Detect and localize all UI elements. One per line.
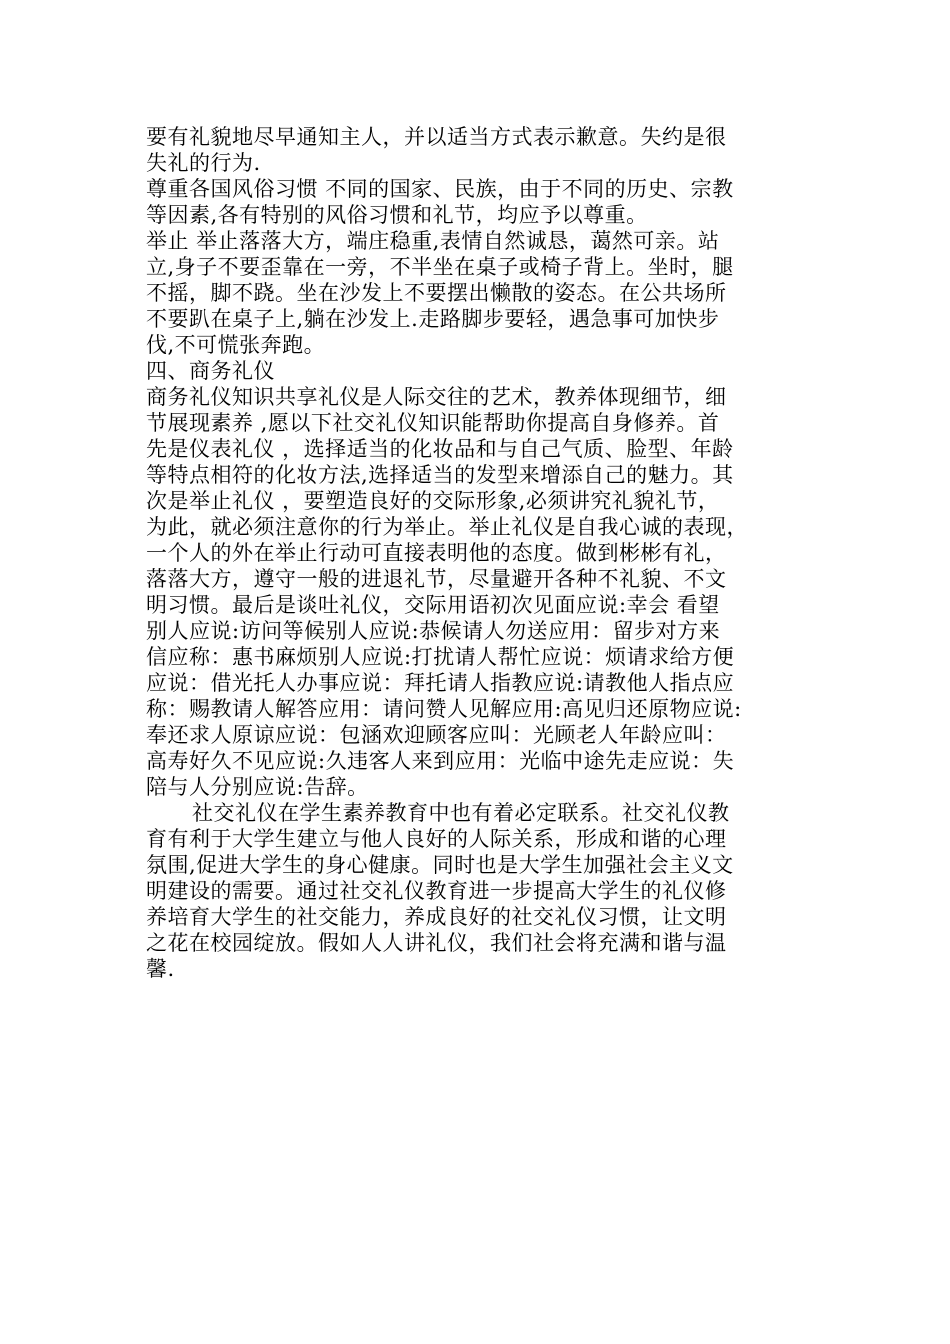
text-line: 信应称：惠书麻烦别人应说:打扰请人帮忙应说：烦请求给方便 (146, 645, 735, 669)
text-line: 陪与人分别应说:告辞。 (146, 775, 369, 799)
text-line: 明建设的需要。通过社交礼仪教育进一步提高大学生的礼仪修 (146, 879, 727, 903)
text-line: 高寿好久不见应说:久违客人来到应用：光临中途先走应说：失 (146, 749, 735, 773)
text-line: 之花在校园绽放。假如人人讲礼仪，我们社会将充满和谐与温 (146, 931, 727, 955)
text-line: 一个人的外在举止行动可直接表明他的态度。做到彬彬有礼， (146, 541, 727, 565)
text-line: 应说：借光托人办事应说：拜托请人指教应说:请教他人指点应 (146, 671, 735, 695)
text-line: 育有利于大学生建立与他人良好的人际关系，形成和谐的心理 (146, 827, 727, 851)
text-line: 立,身子不要歪靠在一旁，不半坐在桌子或椅子背上。坐时，腿 (146, 255, 734, 279)
text-line: 落落大方，遵守一般的进退礼节，尽量避开各种不礼貌、不文 (146, 567, 727, 591)
text-line: 馨. (146, 957, 175, 981)
text-line: 举止 举止落落大方，端庄稳重,表情自然诚恳，蔼然可亲。站 (146, 229, 720, 253)
text-line: 为此，就必须注意你的行为举止。举止礼仪是自我心诚的表现， (146, 515, 748, 539)
section-heading: 四、商务礼仪 (146, 359, 275, 383)
paragraph-first-line: 社交礼仪在学生素养教育中也有着必定联系。社交礼仪教 (192, 801, 730, 825)
text-line: 别人应说:访问等候别人应说:恭候请人勿送应用：留步对方来 (146, 619, 721, 643)
text-line: 明习惯。最后是谈吐礼仪，交际用语初次见面应说:幸会 看望 (146, 593, 720, 617)
document-body (146, 124, 816, 982)
text-line: 等因素,各有特别的风俗习惯和礼节，均应予以尊重。 (146, 203, 648, 227)
text-line: 称：赐教请人解答应用：请问赞人见解应用:高见归还原物应说: (146, 697, 742, 721)
text-line: 次是举止礼仪 ，要塑造良好的交际形象,必须讲究礼貌礼节， (146, 489, 720, 513)
text-line: 尊重各国风俗习惯 不同的国家、民族，由于不同的历史、宗教 (146, 177, 734, 201)
text-line: 奉还求人原谅应说：包涵欢迎顾客应叫：光顾老人年龄应叫： (146, 723, 727, 747)
text-line: 等特点相符的化妆方法,选择适当的发型来增添自己的魅力。其 (146, 463, 734, 487)
text-line: 商务礼仪知识共享礼仪是人际交往的艺术，教养体现细节，细 (146, 385, 727, 409)
text-line: 伐,不可慌张奔跑。 (146, 333, 326, 357)
text-line: 失礼的行为. (146, 151, 261, 175)
text-line: 氛围,促进大学生的身心健康。同时也是大学生加强社会主义文 (146, 853, 734, 877)
text-line: 养培育大学生的社交能力，养成良好的社交礼仪习惯，让文明 (146, 905, 727, 929)
text-line: 不要趴在桌子上,躺在沙发上.走路脚步要轻，遇急事可加快步 (146, 307, 720, 331)
text-line: 不摇，脚不跷。坐在沙发上不要摆出懒散的姿态。在公共场所 (146, 281, 727, 305)
text-line: 节展现素养 ,愿以下社交礼仪知识能帮助你提高自身修养。首 (146, 411, 720, 435)
text-line: 先是仪表礼仪 ，选择适当的化妆品和与自己气质、脸型、年龄 (146, 437, 734, 461)
text-line: 要有礼貌地尽早通知主人，并以适当方式表示歉意。失约是很 (146, 125, 727, 149)
